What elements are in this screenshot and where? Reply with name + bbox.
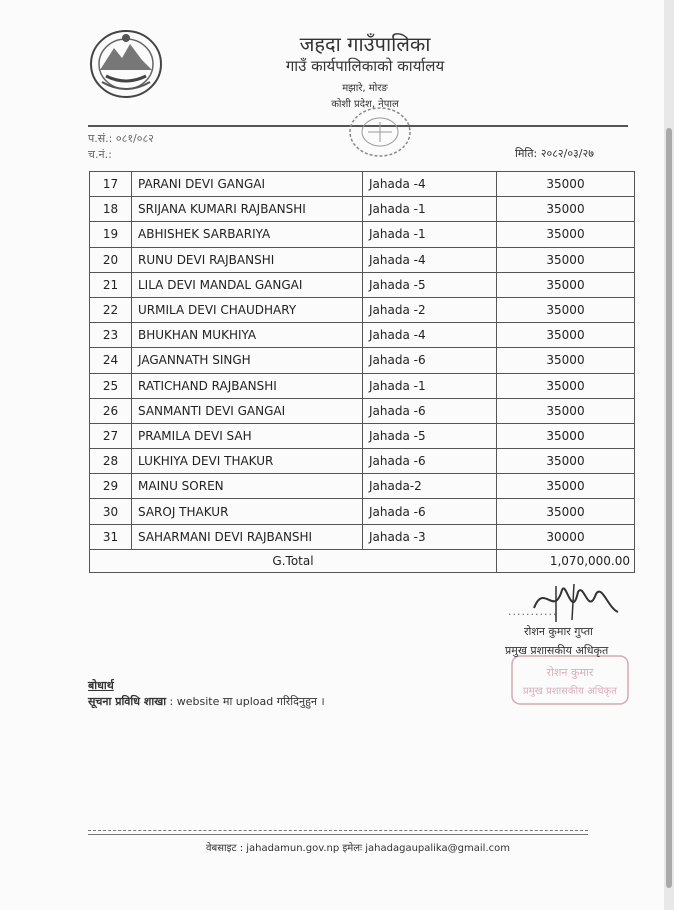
- amount-cell: 35000: [497, 297, 635, 322]
- beneficiary-name-cell: PRAMILA DEVI SAH: [132, 423, 363, 448]
- amount-cell: 30000: [497, 524, 635, 549]
- table-row: [90, 323, 635, 348]
- amount-cell: 35000: [497, 222, 635, 247]
- footer-divider: [88, 830, 588, 831]
- cc-recipient: सूचना प्रविधि शाखा: [88, 695, 167, 708]
- signature-line: ...........: [508, 605, 558, 618]
- serial-number-cell: 18: [90, 197, 132, 222]
- address-cell: Jahada -5: [363, 423, 497, 448]
- serial-number-cell: 27: [90, 423, 132, 448]
- table-row: [90, 449, 635, 474]
- beneficiary-name-cell: RUNU DEVI RAJBANSHI: [132, 247, 363, 272]
- amount-cell: 35000: [497, 398, 635, 423]
- serial-number-cell: 23: [90, 323, 132, 348]
- dispatch-number: च.नं.:: [88, 148, 112, 161]
- address-cell: Jahada -6: [363, 348, 497, 373]
- address-cell: Jahada -6: [363, 499, 497, 524]
- serial-number-cell: 22: [90, 297, 132, 322]
- grand-total-label: G.Total: [90, 549, 497, 572]
- address-cell: Jahada -6: [363, 449, 497, 474]
- amount-cell: 35000: [497, 474, 635, 499]
- table-row: [90, 272, 635, 297]
- beneficiary-name-cell: BHUKHAN MUKHIYA: [132, 323, 363, 348]
- address-cell: Jahada -4: [363, 247, 497, 272]
- amount-cell: 35000: [497, 197, 635, 222]
- table-row: [90, 172, 635, 197]
- svg-text:प्रमुख प्रशासकीय अधिकृत: प्रमुख प्रशासकीय अधिकृत: [523, 686, 617, 697]
- amount-cell: 35000: [497, 373, 635, 398]
- beneficiary-name-cell: SAHARMANI DEVI RAJBANSHI: [132, 524, 363, 549]
- address-cell: Jahada -4: [363, 323, 497, 348]
- table-row: [90, 474, 635, 499]
- beneficiary-name-cell: MAINU SOREN: [132, 474, 363, 499]
- serial-number-cell: 31: [90, 524, 132, 549]
- scrollbar-thumb[interactable]: [666, 128, 672, 888]
- serial-number-cell: 17: [90, 172, 132, 197]
- address-cell: Jahada -1: [363, 222, 497, 247]
- vertical-scrollbar[interactable]: [664, 0, 674, 910]
- amount-cell: 35000: [497, 449, 635, 474]
- amount-cell: 35000: [497, 172, 635, 197]
- serial-number-cell: 26: [90, 398, 132, 423]
- amount-cell: 35000: [497, 323, 635, 348]
- municipality-name: जहदा गाउँपालिका: [299, 32, 431, 56]
- table-row: [90, 398, 635, 423]
- beneficiary-name-cell: URMILA DEVI CHAUDHARY: [132, 297, 363, 322]
- address-cell: Jahada -6: [363, 398, 497, 423]
- address-cell: Jahada -4: [363, 172, 497, 197]
- address-cell: Jahada -1: [363, 197, 497, 222]
- cc-heading: बोधार्थ: [88, 679, 114, 692]
- beneficiary-name-cell: ABHISHEK SARBARIYA: [132, 222, 363, 247]
- footer-divider-solid: [88, 834, 588, 835]
- table-row: [90, 499, 635, 524]
- address-cell: Jahada -2: [363, 297, 497, 322]
- serial-number-cell: 25: [90, 373, 132, 398]
- cc-line: [88, 694, 325, 709]
- serial-number-cell: 24: [90, 348, 132, 373]
- address-cell: Jahada-2: [363, 474, 497, 499]
- beneficiary-name-cell: SANMANTI DEVI GANGAI: [132, 398, 363, 423]
- address-cell: Jahada -5: [363, 272, 497, 297]
- letter-date: मिति: २०८२/०३/२७: [515, 147, 594, 160]
- beneficiary-name-cell: LUKHIYA DEVI THAKUR: [132, 449, 363, 474]
- serial-number-cell: 19: [90, 222, 132, 247]
- nepal-emblem-icon: [86, 26, 166, 100]
- beneficiary-name-cell: RATICHAND RAJBANSHI: [132, 373, 363, 398]
- serial-number-cell: 28: [90, 449, 132, 474]
- serial-number-cell: 30: [90, 499, 132, 524]
- grand-total-row: [90, 549, 635, 572]
- amount-cell: 35000: [497, 272, 635, 297]
- signatory-name: रोशन कुमार गुप्ता: [524, 625, 593, 638]
- letter-reference-number: प.सं.: ०८१/०८२: [88, 132, 154, 145]
- serial-number-cell: 29: [90, 474, 132, 499]
- table-row: [90, 373, 635, 398]
- beneficiary-name-cell: SAROJ THAKUR: [132, 499, 363, 524]
- cc-instruction: : website मा upload गरिदिनुहुन ।: [166, 695, 325, 708]
- amount-cell: 35000: [497, 348, 635, 373]
- signatory-title: प्रमुख प्रशासकीय अधिकृत: [505, 644, 609, 657]
- serial-number-cell: 20: [90, 247, 132, 272]
- amount-cell: 35000: [497, 423, 635, 448]
- footer-contact: वेबसाइट : jahadamun.gov.np इमेलः jahadagaupalika@gmail.com: [205, 843, 510, 854]
- beneficiary-name-cell: JAGANNATH SINGH: [132, 348, 363, 373]
- table-row: [90, 348, 635, 373]
- svg-text:रोशन कुमार: रोशन कुमार: [546, 666, 594, 679]
- beneficiary-name-cell: PARANI DEVI GANGAI: [132, 172, 363, 197]
- grand-total-value: 1,070,000.00: [497, 549, 635, 572]
- table-row: [90, 297, 635, 322]
- table-row: [90, 423, 635, 448]
- office-location: मझारे, मोरङ: [342, 83, 388, 94]
- beneficiary-name-cell: LILA DEVI MANDAL GANGAI: [132, 272, 363, 297]
- table-row: [90, 222, 635, 247]
- beneficiary-table: [89, 171, 635, 573]
- table-row: [90, 524, 635, 549]
- table-row: [90, 197, 635, 222]
- address-cell: Jahada -3: [363, 524, 497, 549]
- table-row: [90, 247, 635, 272]
- address-cell: Jahada -1: [363, 373, 497, 398]
- amount-cell: 35000: [497, 499, 635, 524]
- office-name: गाउँ कार्यपालिकाको कार्यालय: [285, 57, 445, 75]
- office-stamp-icon: [340, 102, 420, 162]
- province-name: कोशी प्रदेश, नेपाल: [331, 99, 399, 110]
- beneficiary-name-cell: SRIJANA KUMARI RAJBANSHI: [132, 197, 363, 222]
- amount-cell: 35000: [497, 247, 635, 272]
- serial-number-cell: 21: [90, 272, 132, 297]
